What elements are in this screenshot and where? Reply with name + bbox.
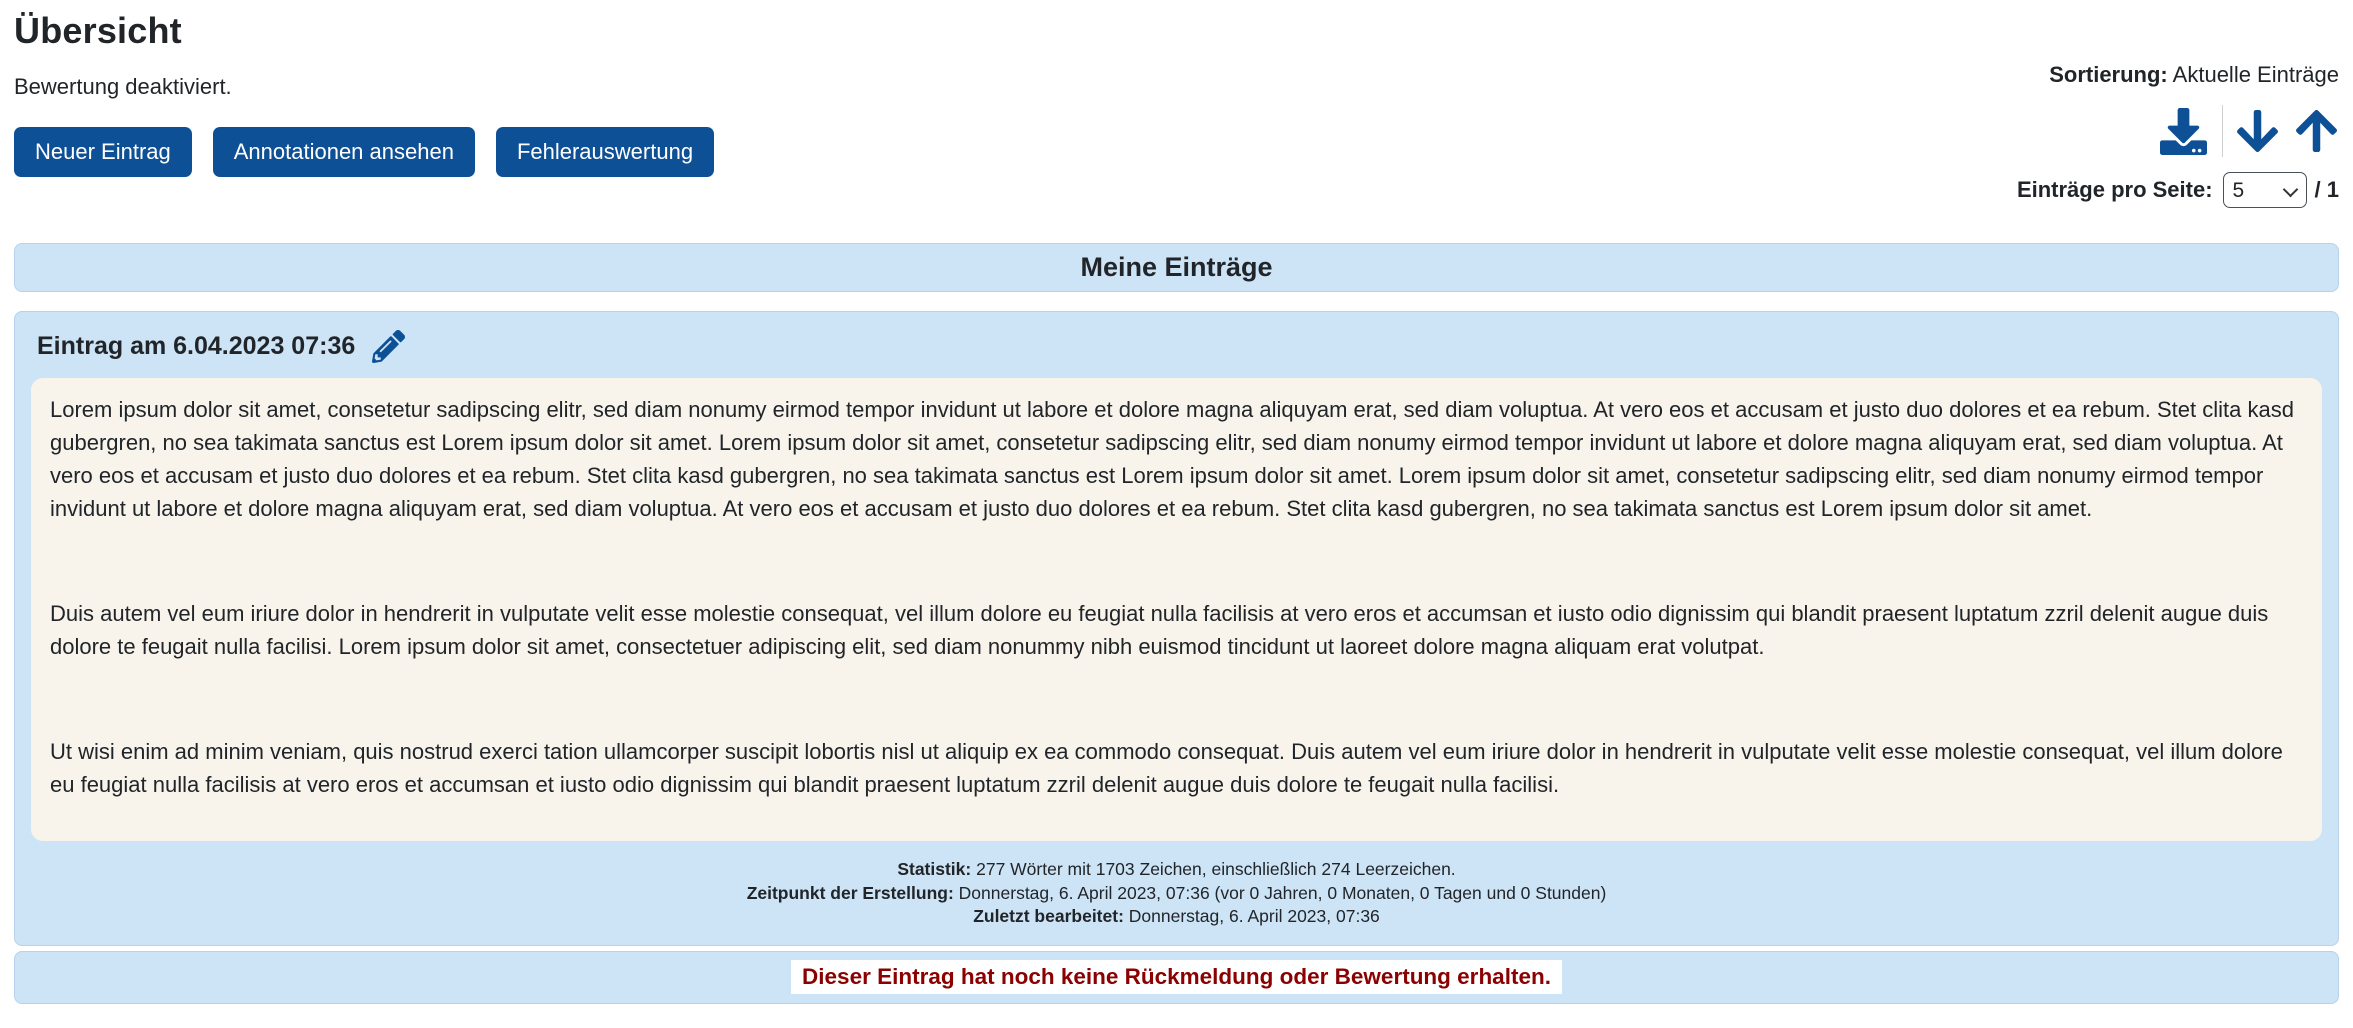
download-icon-glyph — [2157, 108, 2210, 155]
sort-export-controls — [2157, 105, 2339, 157]
error-evaluation-button[interactable]: Fehlerauswertung — [496, 127, 714, 177]
page-title: Übersicht — [14, 10, 182, 51]
new-entry-button[interactable]: Neuer Eintrag — [14, 127, 192, 177]
grading-status-text: Bewertung deaktiviert. — [14, 74, 232, 99]
arrow-up-icon-glyph — [2294, 107, 2339, 155]
entry-header — [37, 330, 2322, 363]
entries-per-page-select-wrap — [2223, 172, 2307, 208]
stats-label: Statistik: — [897, 859, 972, 879]
stats-label: Zuletzt bearbeitet: — [973, 906, 1124, 926]
arrow-down-icon[interactable] — [2235, 107, 2280, 155]
view-annotations-button[interactable]: Annotationen ansehen — [213, 127, 475, 177]
arrow-up-icon[interactable] — [2294, 107, 2339, 155]
stats-line-statistik — [31, 858, 2322, 882]
sorting-label: Sortierung: — [2049, 62, 2168, 87]
section-title: Meine Einträge — [1080, 252, 1273, 282]
entry-title: Eintrag am 6.04.2023 07:36 — [37, 332, 356, 360]
entry-paragraph: Ut wisi enim ad minim veniam, quis nostrud exerci tation ullamcorper suscipit lobortis nisl ut aliquip ex ea commodo consequat. Duis autem vel eum iriure dolor in hendrerit in vulputate velit esse molestie consequat, vel illum dolore eu feugiat nulla facilisis at vero eros et accumsan et iusto odio dignissim qui blandit praesent luptatum zzril delenit augue duis dolore te feugait nulla facilisi. — [50, 739, 2283, 797]
entry-content — [31, 378, 2322, 841]
sorting-value: Aktuelle Einträge — [2172, 62, 2339, 87]
edit-entry-button[interactable] — [372, 330, 405, 363]
entry-card — [14, 311, 2339, 946]
icon-divider — [2222, 105, 2223, 157]
pencil-icon — [372, 330, 405, 363]
entry-statistics — [31, 858, 2322, 929]
arrow-down-icon-glyph — [2235, 107, 2280, 155]
stats-line-bearbeitet — [31, 905, 2322, 929]
stats-value: 277 Wörter mit 1703 Zeichen, einschließlich 274 Leerzeichen. — [976, 859, 1456, 879]
stats-line-erstellung — [31, 882, 2322, 906]
section-title-banner — [14, 243, 2339, 292]
entries-per-page-label: Einträge pro Seite: — [2016, 177, 2213, 202]
sorting-status — [2049, 62, 2339, 88]
stats-value: Donnerstag, 6. April 2023, 07:36 (vor 0 Jahren, 0 Monaten, 0 Tagen und 0 Stunden) — [958, 882, 1607, 903]
topbar — [14, 8, 2339, 208]
entry-paragraph: Lorem ipsum dolor sit amet, consetetur sadipscing elitr, sed diam nonumy eirmod tempor invidunt ut labore et dolore magna aliquyam erat, sed diam voluptua. At vero eos et accusam et justo duo dolores et ea rebum. Stet clita kasd gubergren, no sea takimata sanctus est Lorem ipsum dolor sit amet. Lorem ipsum dolor sit amet, consetetur sadipscing elitr, sed diam nonumy eirmod tempor invidunt ut labore et dolore magna aliquyam erat, sed diam voluptua. At vero eos et accusam et justo duo dolores et ea rebum. Stet clita kasd gubergren, no sea takimata sanctus est Lorem ipsum dolor sit amet. Lorem ipsum dolor sit amet, consetetur sadipscing elitr, sed diam nonumy eirmod tempor invidunt ut labore et dolore magna aliquyam erat, sed diam voluptua. At vero eos et accusam et justo duo dolores et ea rebum. Stet clita kasd gubergren, no sea takimata sanctus est Lorem ipsum dolor sit amet. — [50, 397, 2294, 521]
topbar-right — [2017, 8, 2339, 208]
feedback-notice-text: Dieser Eintrag hat noch keine Rückmeldung oder Bewertung erhalten. — [791, 960, 1562, 994]
stats-value: Donnerstag, 6. April 2023, 07:36 — [1128, 906, 1380, 926]
toolbar — [14, 127, 714, 177]
topbar-left — [14, 8, 714, 177]
stats-label: Zeitpunkt der Erstellung: — [746, 882, 954, 903]
entry-paragraph: Duis autem vel eum iriure dolor in hendrerit in vulputate velit esse molestie consequat, vel illum dolore eu feugiat nulla facilisis at vero eros et accumsan et iusto odio dignissim qui blandit praesent luptatum zzril delenit augue duis dolore te feugait nulla facilisi. Lorem ipsum dolor sit amet, consectetuer adipiscing elit, sed diam nonummy nibh euismod tincidunt ut laoreet dolore magna aliquam erat volutpat. — [50, 601, 2269, 659]
feedback-notice-strip — [14, 951, 2339, 1004]
entries-per-page — [2017, 172, 2339, 208]
download-icon[interactable] — [2157, 108, 2210, 155]
page-indicator: / 1 — [2314, 177, 2339, 202]
entries-per-page-select[interactable] — [2223, 172, 2307, 208]
